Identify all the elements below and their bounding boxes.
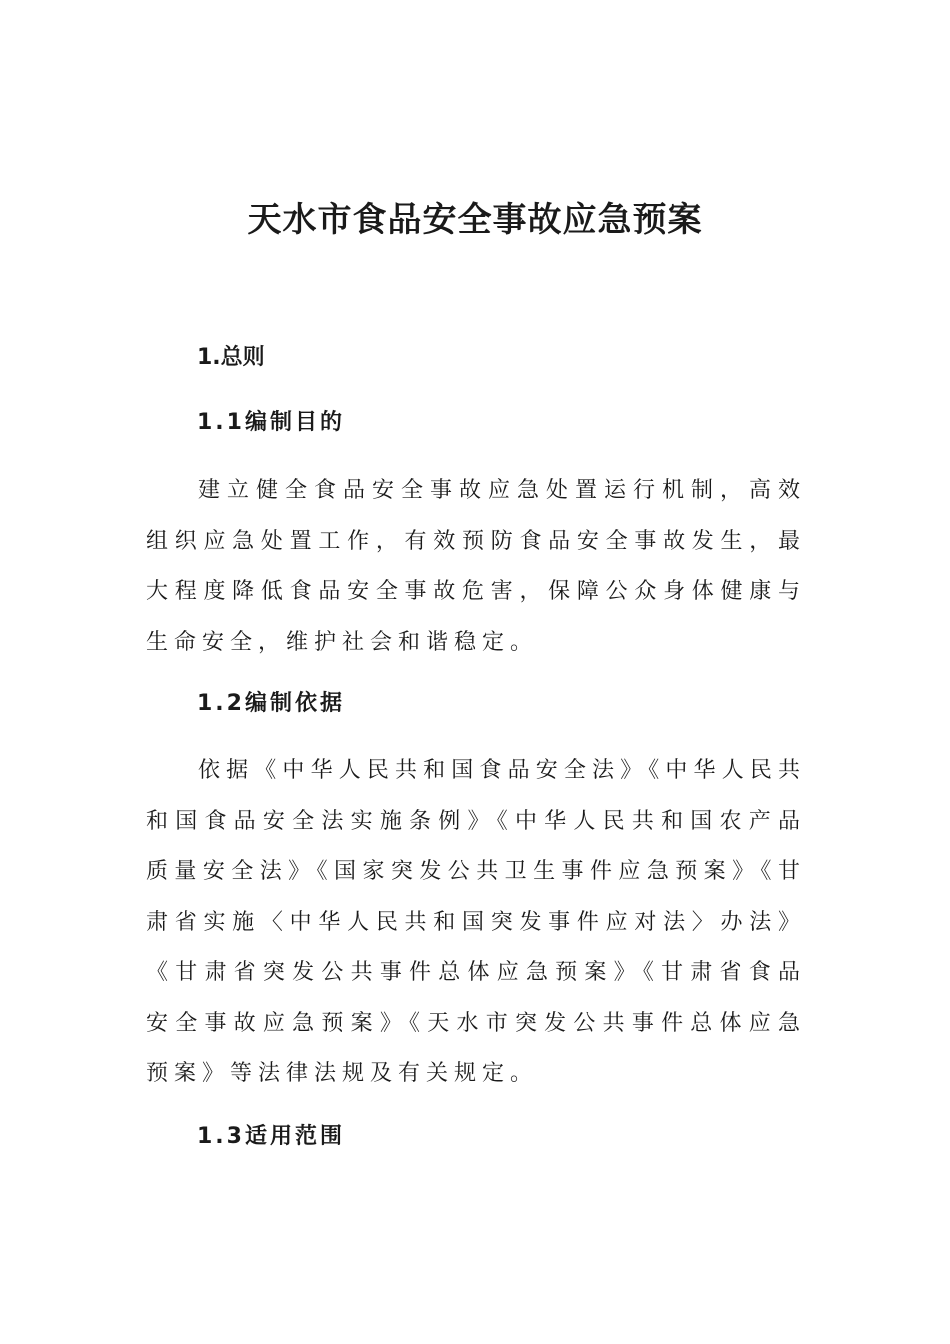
section-body-purpose: 建立健全食品安全事故应急处置运行机制，高效组织应急处置工作，有效预防食品安全事故发生，最大程度降低食品安全事故危害，保障公众身体健康与生命安全，维护社会和谐稳定。 [146,478,806,655]
document-title: 天水市食品安全事故应急预案 [247,200,703,240]
section-body-basis: 依据《中华人民共和国食品安全法》《中华人民共和国食品安全法实施条例》《中华人民共和国农产品质量安全法》《国家突发公共卫生事件应急预案》《甘肃省实施〈中华人民共和国突发事件应对法〉办法》《甘肃省突发公共事件总体应急预案》《甘肃省食品安全事故应急预案》《天水市突发公共事件总体应急预案》等法律法规及有关规定。 [146,758,806,1086]
section-heading-purpose: 1.1编制目的 [197,410,345,435]
section-heading-scope: 1.3适用范围 [197,1124,345,1149]
section-heading-general-principles: 1.总则 [197,345,265,370]
section-heading-basis: 1.2编制依据 [197,691,345,716]
